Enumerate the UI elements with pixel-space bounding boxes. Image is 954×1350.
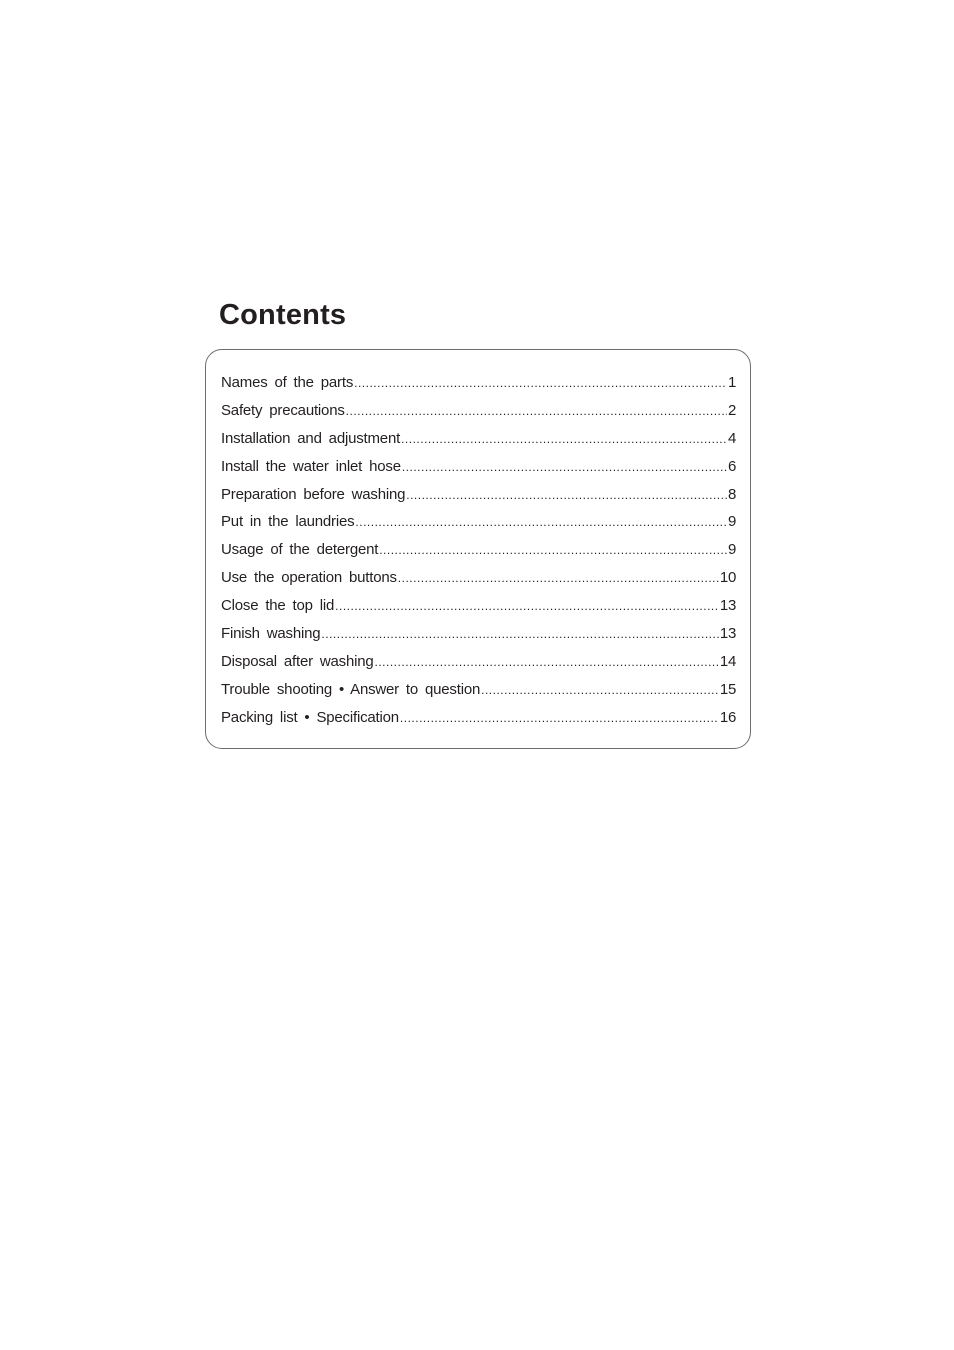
toc-entry[interactable] (221, 676, 736, 704)
dot-leader (355, 509, 727, 536)
dot-leader (354, 370, 727, 397)
toc-entry[interactable] (221, 369, 736, 397)
contents-list (221, 369, 736, 732)
dot-leader (481, 677, 719, 704)
toc-entry-page: 9 (727, 513, 736, 531)
toc-entry[interactable] (221, 648, 736, 676)
dot-leader (379, 537, 727, 564)
toc-entry[interactable] (221, 536, 736, 564)
dot-leader (346, 398, 727, 425)
toc-entry-page: 10 (719, 569, 736, 587)
dot-leader (375, 649, 719, 676)
toc-entry[interactable] (221, 704, 736, 732)
toc-entry-title: Finish washing (221, 625, 321, 643)
dot-leader (398, 565, 719, 592)
toc-entry-title: Packing list • Specification (221, 708, 399, 726)
toc-entry-title: Trouble shooting • Answer to question (221, 680, 481, 698)
page-title: Contents (219, 299, 347, 331)
toc-entry[interactable] (221, 592, 736, 620)
dot-leader (406, 482, 727, 509)
toc-entry-page: 8 (727, 485, 736, 503)
toc-entry-page: 2 (727, 401, 736, 419)
toc-entry-title: Installation and adjustment (221, 429, 401, 447)
toc-entry-title: Disposal after washing (221, 652, 374, 670)
toc-entry-page: 1 (727, 374, 736, 391)
toc-entry[interactable] (221, 453, 736, 481)
toc-entry[interactable] (221, 425, 736, 453)
toc-entry[interactable] (221, 620, 736, 648)
toc-entry-page: 15 (719, 680, 736, 698)
toc-entry-page: 4 (727, 429, 736, 447)
toc-entry-page: 9 (727, 541, 736, 559)
toc-entry-page: 13 (719, 597, 736, 615)
toc-entry[interactable] (221, 564, 736, 592)
toc-entry-title: Put in the laundries (221, 513, 355, 531)
dot-leader (335, 593, 719, 620)
toc-entry-title: Use the operation buttons (221, 569, 397, 587)
dot-leader (400, 705, 719, 732)
dot-leader (321, 621, 718, 648)
toc-entry[interactable] (221, 508, 736, 536)
toc-entry-page: 14 (719, 652, 736, 670)
toc-entry-page: 6 (727, 457, 736, 475)
toc-entry-title: Close the top lid (221, 597, 335, 615)
toc-entry-title: Preparation before washing (221, 485, 406, 503)
toc-entry[interactable] (221, 397, 736, 425)
toc-entry-page: 16 (719, 708, 736, 726)
toc-entry-page: 13 (719, 625, 736, 643)
toc-entry-title: Usage of the detergent (221, 541, 379, 559)
toc-entry-title: Safety precautions (221, 401, 345, 419)
dot-leader (402, 454, 727, 481)
toc-entry-title: Names of the parts (221, 374, 354, 391)
toc-entry[interactable] (221, 481, 736, 509)
toc-entry-title: Install the water inlet hose (221, 457, 401, 475)
dot-leader (401, 426, 727, 453)
